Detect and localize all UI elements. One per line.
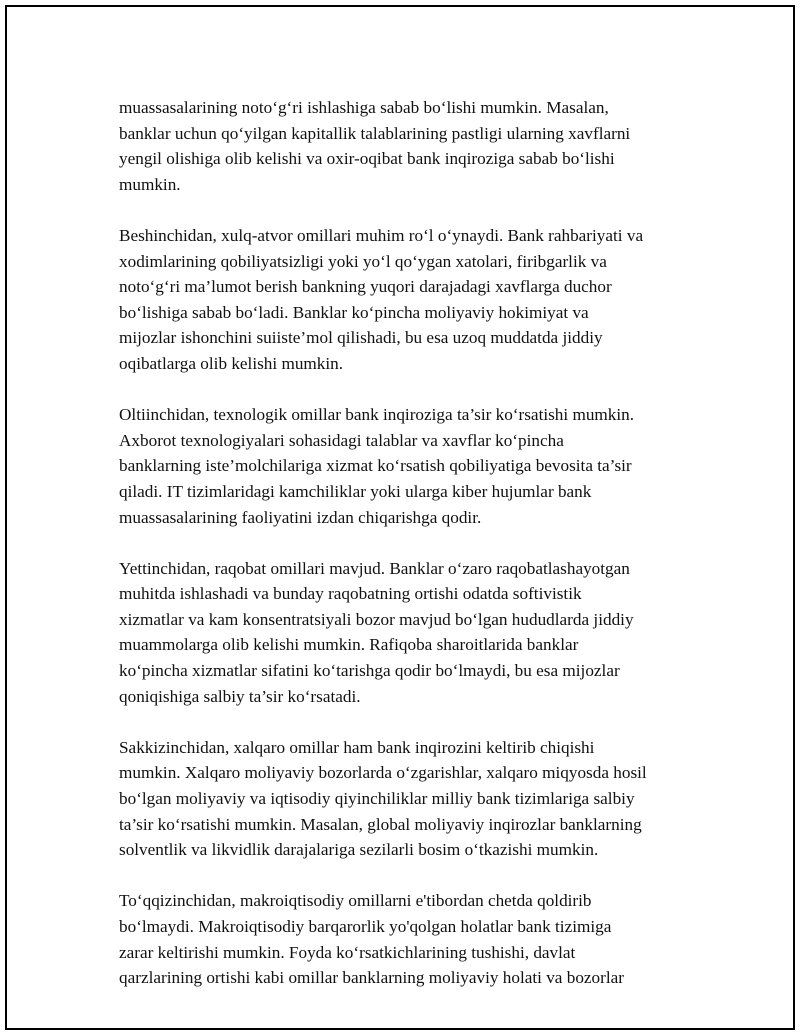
paragraph [119,95,699,197]
text-line: Yettinchidan, raqobat omillari mavjud. Banklar o‘zaro raqobatlashayotgan [119,558,630,578]
text-line: muassasalarining faoliyatini izdan chiqarishga qodir. [119,507,482,527]
text-line: xodimlarining qobiliyatsizligi yoki yo‘l qo‘ygan xatolari, firibgarlik va [119,251,607,271]
text-line: banklarning iste’molchilariga xizmat ko‘rsatish qobiliyatiga bevosita ta’sir [119,456,632,476]
paragraph [119,888,699,990]
text-line: banklar uchun qo‘yilgan kapitallik talablarining pastligi ularning xavflarni [119,123,631,143]
paragraph-gap [119,530,699,556]
text-line: solventlik va likvidlik darajalariga sezilarli bosim o‘tkazishi mumkin. [119,840,599,860]
paragraph-gap [119,863,699,889]
document-page [5,5,795,1030]
text-line: xizmatlar va kam konsentratsiyali bozor mavjud bo‘lgan hududlarda jiddiy [119,609,634,629]
paragraph-gap [119,377,699,403]
paragraph [119,223,699,377]
paragraph-gap [119,709,699,735]
text-line: Beshinchidan, xulq-atvor omillari muhim ro‘l o‘ynaydi. Bank rahbariyati va [119,225,644,245]
text-line: mumkin. Xalqaro moliyaviy bozorlarda o‘zgarishlar, xalqaro miqyosda hosil [119,763,647,783]
text-line: zarar keltirishi mumkin. Foyda ko‘rsatkichlarining tushishi, davlat [119,942,576,962]
paragraph [119,556,699,710]
text-line: To‘qqizinchidan, makroiqtisodiy omillarni e'tibordan chetda qoldirib [119,891,592,911]
text-line: mumkin. [119,174,181,194]
text-line: ta’sir ko‘rsatishi mumkin. Masalan, global moliyaviy inqirozlar banklarning [119,814,642,834]
text-line: bo‘lmaydi. Makroiqtisodiy barqarorlik yo'qolgan holatlar bank tizimiga [119,917,612,936]
text-line: mijozlar ishonchini suiiste’mol qilishadi, bu esa uzoq muddatda jiddiy [119,328,603,348]
text-line: yengil olishiga olib kelishi va oxir-oqibat bank inqiroziga sabab bo‘lishi [119,149,615,169]
text-line: muammolarga olib kelishi mumkin. Rafiqoba sharoitlarida banklar [119,635,579,655]
text-line: qoniqishiga salbiy ta’sir ko‘rsatadi. [119,686,361,706]
document-body [119,95,699,991]
text-line: noto‘g‘ri ma’lumot berish bankning yuqori darajadagi xavflarga duchor [119,277,612,297]
text-line: qarzlarining ortishi kabi omillar banklarning moliyaviy holati va bozorlar [119,968,624,988]
text-line: ko‘pincha xizmatlar sifatini ko‘tarishga qodir bo‘lmaydi, bu esa mijozlar [119,661,620,681]
text-line: Oltiinchidan, texnologik omillar bank inqiroziga ta’sir ko‘rsatishi mumkin. [119,405,635,425]
text-line: bo‘lishiga sabab bo‘ladi. Banklar ko‘pincha moliyaviy hokimiyat va [119,302,589,322]
paragraph [119,402,699,530]
text-line: Sakkizinchidan, xalqaro omillar ham bank inqirozini keltirib chiqishi [119,737,595,757]
text-line: muhitda ishlashadi va bunday raqobatning ortishi odatda softivistik [119,584,582,604]
paragraph-gap [119,197,699,223]
paragraph [119,735,699,863]
text-line: muassasalarining noto‘g‘ri ishlashiga sabab bo‘lishi mumkin. Masalan, [119,98,609,117]
text-line: oqibatlarga olib kelishi mumkin. [119,353,344,373]
text-line: Axborot texnologiyalari sohasidagi talablar va xavflar ko‘pincha [119,430,564,450]
text-line: qiladi. IT tizimlaridagi kamchiliklar yoki ularga kiber hujumlar bank [119,481,592,501]
text-line: bo‘lgan moliyaviy va iqtisodiy qiyinchiliklar milliy bank tizimlariga salbiy [119,789,635,809]
